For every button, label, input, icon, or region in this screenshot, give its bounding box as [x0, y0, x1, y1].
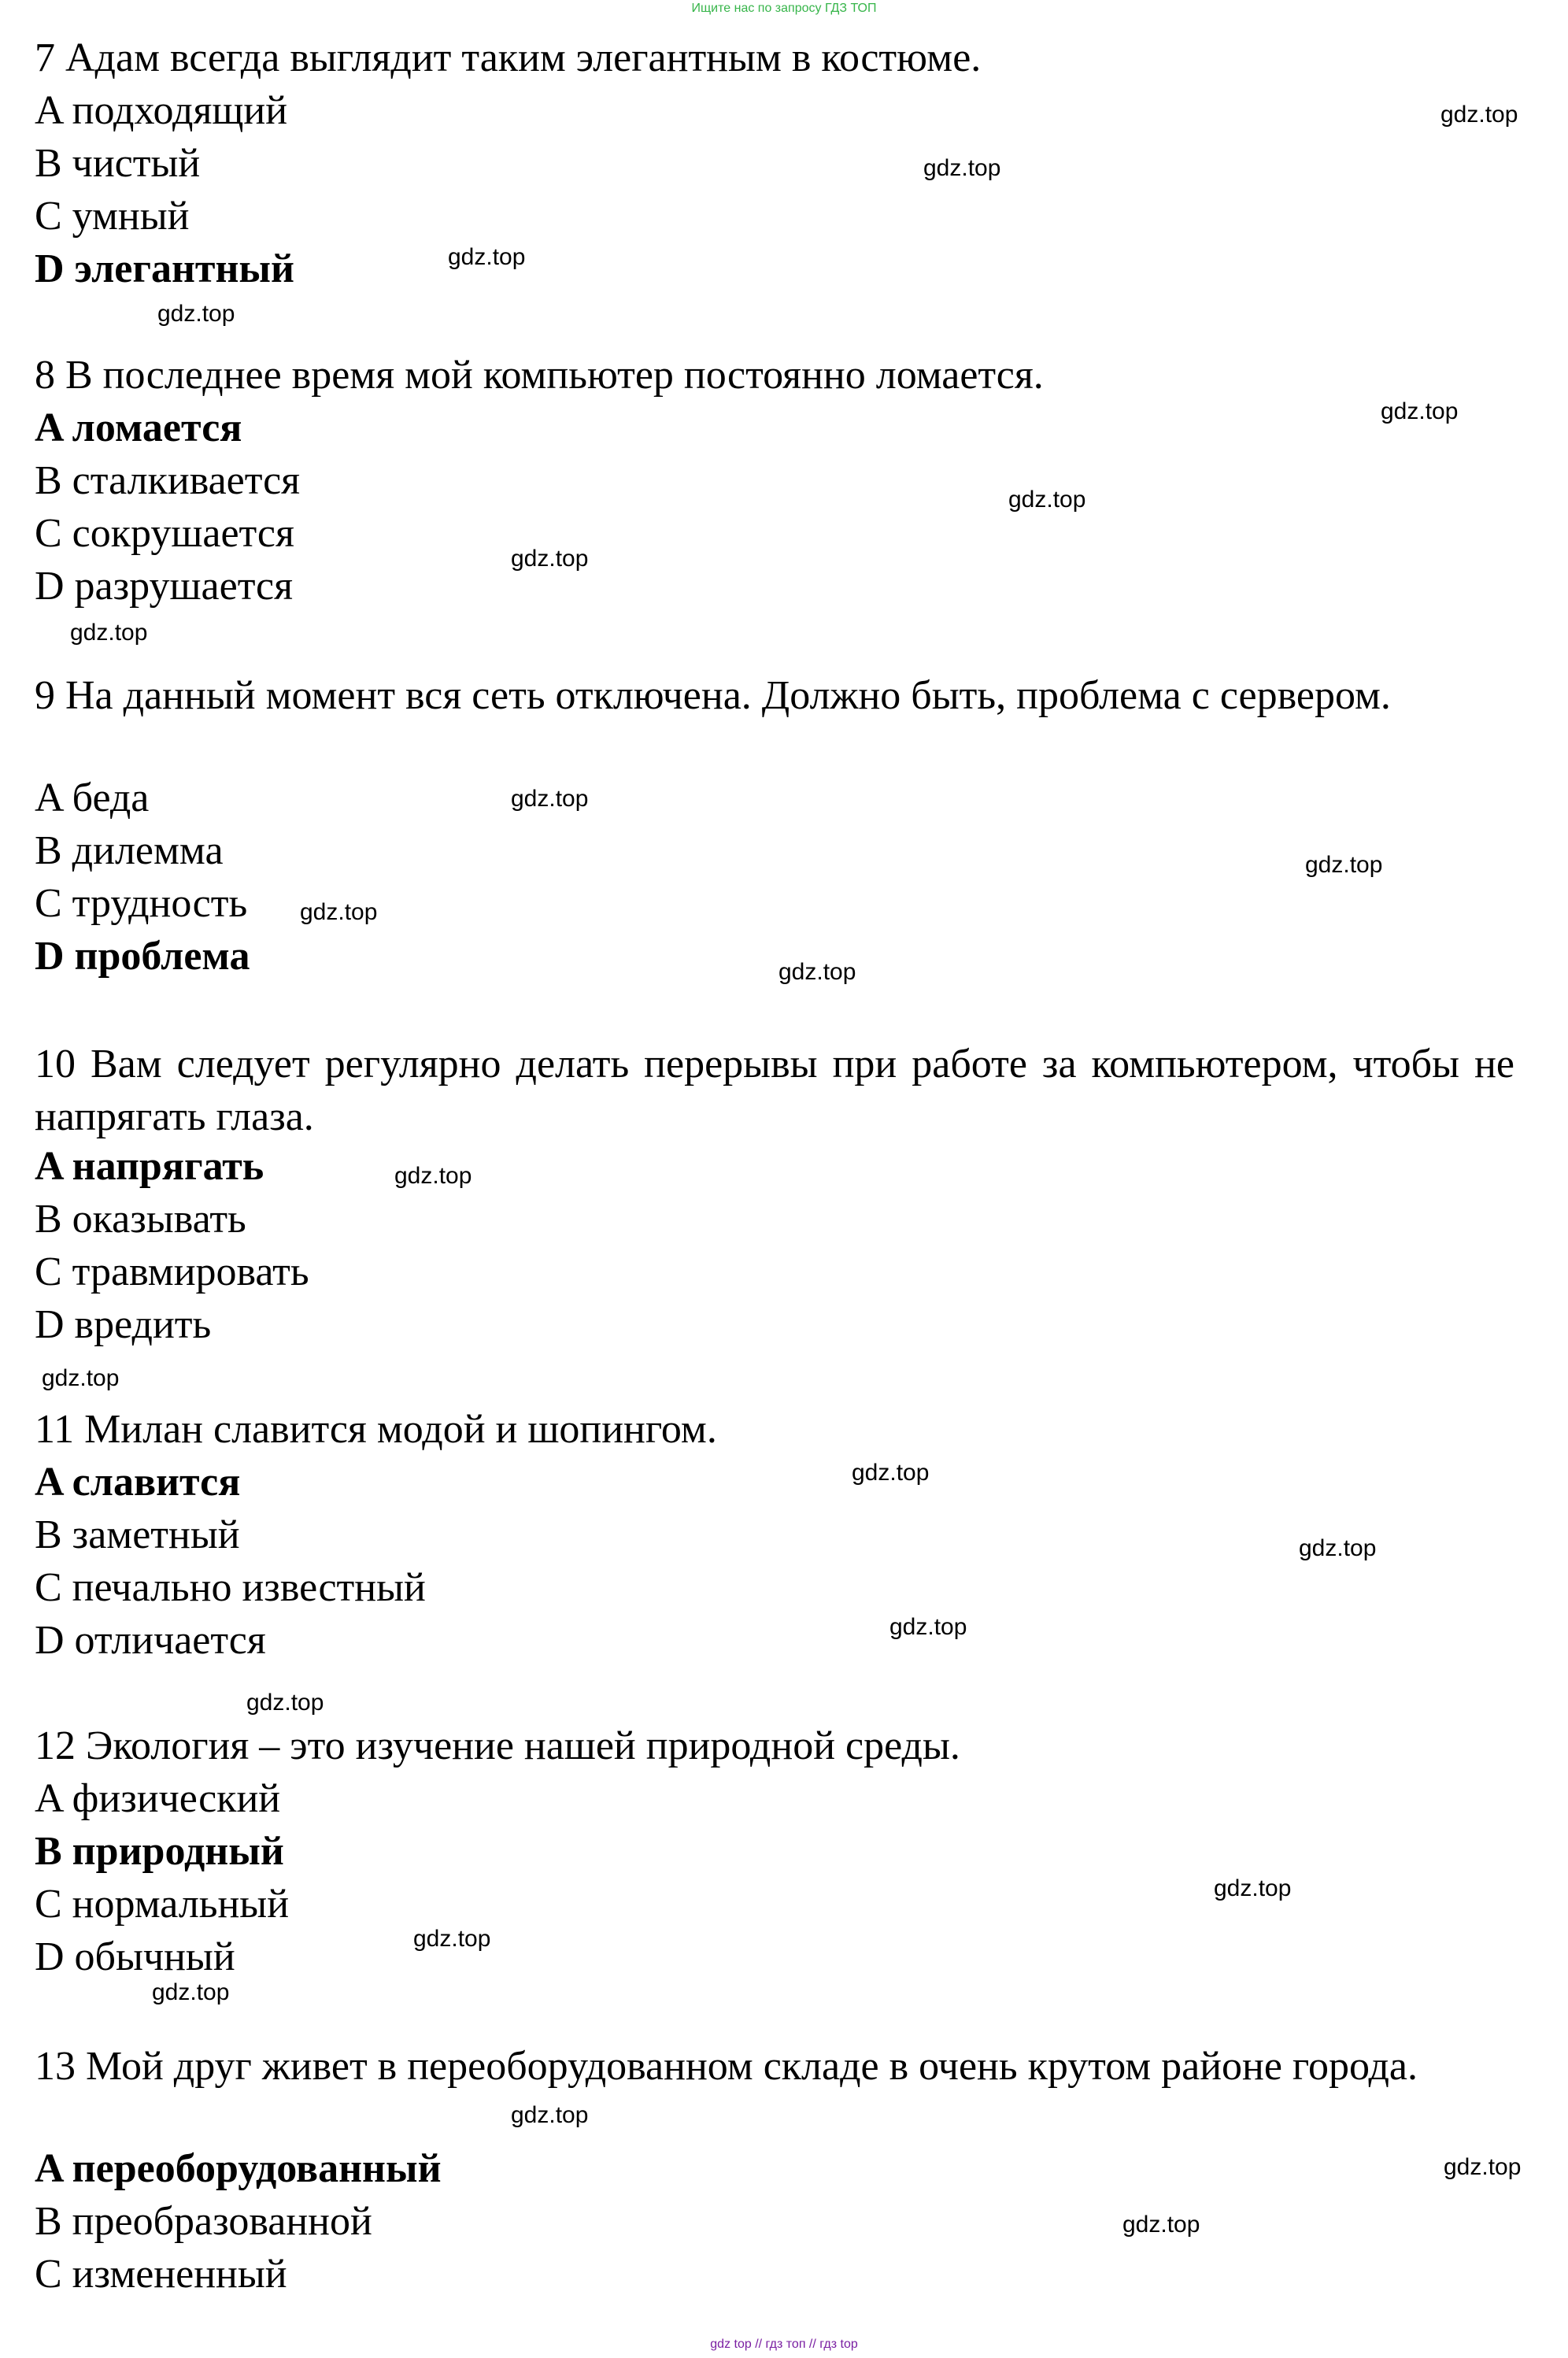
watermark: gdz.top [1444, 2154, 1522, 2180]
question-7-option-c: C умный [35, 194, 190, 239]
question-10-option-a-correct: A напрягать [35, 1144, 264, 1189]
question-8-option-a-correct: A ломается [35, 405, 242, 450]
watermark: gdz.top [511, 786, 589, 812]
question-7-option-a: A подходящий [35, 88, 288, 133]
question-8-option-d: D разрушается [35, 564, 294, 609]
watermark: gdz.top [511, 2102, 589, 2128]
watermark: gdz.top [1122, 2212, 1200, 2238]
watermark: gdz.top [511, 546, 589, 572]
question-9-option-c: C трудность [35, 881, 248, 926]
question-8-text: 8 В последнее время мой компьютер постоянно ломается. [35, 353, 1044, 398]
question-7-option-b: B чистый [35, 141, 201, 186]
search-banner[interactable]: Ищите нас по запросу ГДЗ ТОП [691, 2, 877, 15]
question-13-text: 13 Мой друг живет в переоборудованном складе в очень крутом районе города. [35, 2044, 1418, 2089]
question-13-option-c: C измененный [35, 2252, 287, 2297]
question-11-option-c: C печально известный [35, 1565, 426, 1610]
watermark: gdz.top [1440, 102, 1518, 128]
watermark: gdz.top [923, 155, 1001, 181]
question-12-option-b-correct: B природный [35, 1829, 284, 1874]
watermark: gdz.top [42, 1365, 120, 1391]
question-7-option-d-correct: D элегантный [35, 246, 294, 291]
question-11-option-a-correct: A славится [35, 1460, 241, 1505]
watermark: gdz.top [852, 1460, 930, 1486]
question-12-option-a: A физический [35, 1776, 281, 1821]
question-11-option-d: D отличается [35, 1618, 266, 1663]
watermark: gdz.top [778, 959, 856, 985]
watermark: gdz.top [889, 1614, 967, 1640]
question-7-text: 7 Адам всегда выглядит таким элегантным в костюме. [35, 35, 982, 80]
question-10-text: 10 Вам следует регулярно делать перерывы при работе за компьютером, чтобы не напрягать глаза. [35, 1042, 1514, 1139]
question-9-option-b: B дилемма [35, 828, 224, 873]
question-8-option-b: B сталкивается [35, 458, 301, 503]
question-11-option-b: B заметный [35, 1512, 240, 1557]
question-12-option-d: D обычный [35, 1934, 235, 1979]
watermark: gdz.top [1214, 1875, 1292, 1901]
watermark: gdz.top [1381, 398, 1459, 424]
watermark: gdz.top [413, 1926, 491, 1952]
watermark: gdz.top [246, 1690, 324, 1716]
watermark: gdz.top [157, 301, 235, 327]
question-9-option-a: A беда [35, 776, 150, 820]
watermark: gdz.top [1305, 852, 1383, 878]
question-10-option-b: B оказывать [35, 1197, 246, 1242]
watermark: gdz.top [394, 1163, 472, 1189]
watermark: gdz.top [448, 244, 526, 270]
question-10-option-d: D вредить [35, 1302, 212, 1347]
question-10-option-c: C травмировать [35, 1249, 309, 1294]
question-12-option-c: C нормальный [35, 1882, 290, 1927]
question-13-option-b: B преобразованной [35, 2199, 372, 2244]
watermark: gdz.top [70, 620, 148, 646]
watermark: gdz.top [300, 899, 378, 925]
question-8-option-c: C сокрушается [35, 511, 294, 556]
question-12-text: 12 Экология – это изучение нашей природной среды. [35, 1723, 960, 1768]
watermark: gdz.top [1299, 1535, 1377, 1561]
watermark: gdz.top [152, 1979, 230, 2005]
watermark: gdz.top [1008, 487, 1086, 513]
question-9-text: 9 На данный момент вся сеть отключена. Должно быть, проблема с сервером. [35, 673, 1391, 718]
question-11-text: 11 Милан славится модой и шопингом. [35, 1407, 717, 1452]
question-9-option-d-correct: D проблема [35, 934, 250, 979]
question-13-option-a-correct: A переоборудованный [35, 2146, 442, 2191]
footer-links[interactable]: gdz top // гдз топ // гдз top [710, 2338, 858, 2351]
